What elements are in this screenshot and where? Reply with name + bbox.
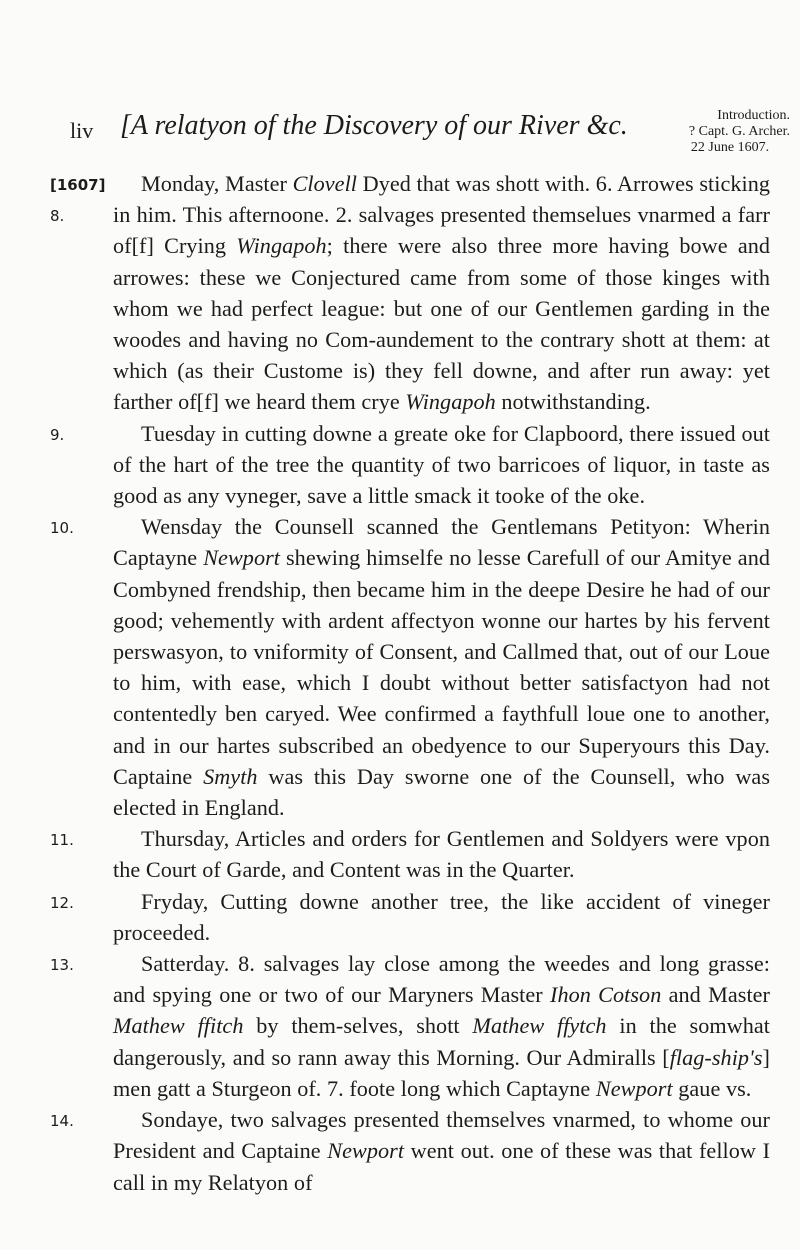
page-number: liv — [70, 118, 94, 143]
entry-margin — [50, 1104, 113, 1137]
entry-margin — [50, 418, 113, 451]
header-sidenote — [620, 108, 790, 156]
day-number: 14. — [50, 1112, 74, 1131]
person-name: Newport — [595, 1075, 673, 1101]
entry-text: Sondaye, two salvages presented themselves vnarmed, to whome our President and Captaine Newport went out. one of these was that fellow I call in my Relatyon of — [113, 1107, 771, 1195]
native-word: Wingapoh — [405, 389, 496, 415]
entry-text: Tuesday in cutting downe a greate oke for Clapboord, there issued out of the hart of the tree the quantity of two barricoes of liquor, in taste as good as any vyneger, save a little smack it tooke of the oke. — [113, 420, 770, 509]
entry-text: Fryday, Cutting downe another tree, the like accident of vineger proceeded. — [113, 888, 770, 945]
journal-entry — [50, 948, 770, 1104]
day-number: 9. — [50, 425, 65, 444]
entry-margin — [50, 823, 113, 856]
day-number: 11. — [50, 831, 74, 850]
entry-margin — [50, 511, 113, 544]
person-name: Mathew ffitch — [113, 1013, 244, 1039]
sidenote-section: Introduction. — [717, 108, 790, 123]
entry-margin — [50, 168, 113, 232]
person-name: Ihon Cotson — [550, 982, 662, 1008]
day-number: 12. — [50, 893, 74, 912]
journal-body — [50, 168, 770, 1198]
sidenote-author: ? Capt. G. Archer. — [688, 124, 790, 139]
person-name: Smyth — [203, 763, 258, 789]
native-word: Wingapoh — [236, 233, 327, 259]
day-number: 13. — [50, 956, 74, 975]
entry-text: Satterday. 8. salvages lay close among the weedes and long grasse: and spying one or two of our Maryners Master Ihon Cotson and Master Mathew ffitch by them-selves, shott Mathew ffytch in the somwhat dangerously, and so rann away this Morning. Our Admiralls [flag-ship's] men gatt a Sturgeon of. 7. foote long which Captayne Newport gaue vs. — [113, 951, 771, 1101]
day-number: 10. — [50, 519, 74, 538]
entry-margin — [50, 948, 113, 981]
journal-entry — [50, 418, 770, 512]
entry-text: Wensday the Counsell scanned the Gentlemans Petityon: Wherin Captayne Newport shewing himselfe no lesse Carefull of our Amitye and Combyned frendship, then became him in the deepe Desire he had of our good; vehemently with ardent affectyon wonne our hartes by his fervent perswasyon, to vniformity of Consent, and Callmed that, out of our Loue to him, with ease, which I doubt without better satisfactyon had not contentedly ben caryed. Wee confirmed a faythfull loue one to another, and in our hartes subscribed an obedyence to our Superyours this Day. Captaine Smyth was this Day sworne one of the Counsell, who was elected in England. — [113, 514, 770, 821]
person-name: Newport — [327, 1138, 405, 1164]
entry-margin — [50, 886, 113, 919]
journal-entry — [50, 168, 770, 418]
entry-text: Thursday, Articles and orders for Gentlemen and Soldyers were vpon the Court of Garde, and Content was in the Quarter. — [113, 826, 770, 883]
editorial-insertion: flag-ship's — [669, 1044, 763, 1070]
person-name: Mathew ffytch — [472, 1013, 607, 1039]
person-name: Newport — [203, 545, 280, 571]
sidenote-date: 22 June 1607. — [690, 140, 770, 155]
year-marker: [1607] — [50, 176, 106, 194]
journal-entry — [50, 886, 770, 948]
entry-text: Monday, Master Clovell Dyed that was shott with. 6. Arrowes sticking in him. This afternoone. 2. salvages presented themselues vnarmed a farr of[f] Crying Wingapoh; there were also three more having bowe and arrowes: these we Conjectured came from some of those kinges with whom we had perfect league: but one of our Gentlemen garding in the woodes and having no Com-aundement to the contrary shott at them: at which (as their Custome is) they fell downe, and after run away: yet farther of[f] we heard them crye Wingapoh notwithstanding. — [113, 171, 771, 415]
journal-entry — [50, 823, 770, 885]
journal-entry — [50, 1104, 770, 1198]
person-name: Clovell — [292, 171, 358, 196]
page-header — [0, 108, 800, 168]
running-title: [A relatyon of the Discovery of our River &c. — [120, 110, 628, 141]
journal-entry — [50, 511, 770, 823]
day-number: 8. — [50, 207, 65, 226]
